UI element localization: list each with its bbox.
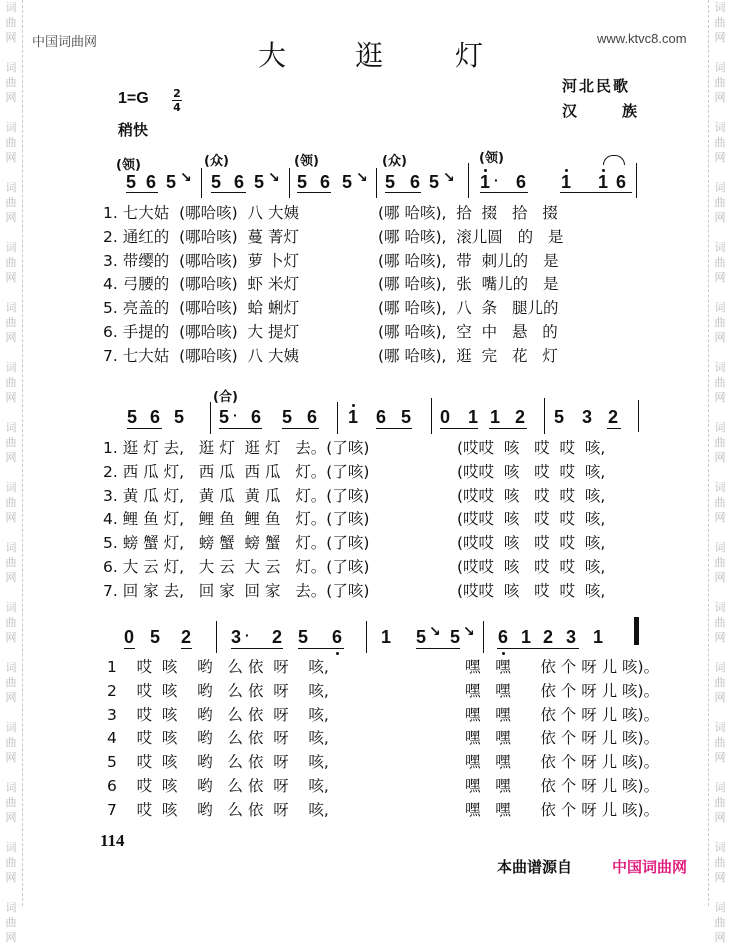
- watermark-char: 网: [714, 31, 726, 44]
- lyric-line-left: 3. 黄 瓜 灯, 黄 瓜 黄 瓜 灯。(了咳): [103, 486, 370, 505]
- watermark-char: 网: [714, 151, 726, 164]
- watermark-char: 曲: [5, 196, 17, 209]
- note: 3: [231, 627, 242, 647]
- watermark-char: 曲: [5, 76, 17, 89]
- note: 5: [127, 407, 138, 427]
- lyric-line-right: (哪 哈咳), 空 中 悬 的: [378, 323, 558, 341]
- watermark-char: 词: [714, 61, 726, 74]
- time-sig-bottom: 4: [173, 101, 181, 114]
- watermark-char: 曲: [5, 16, 17, 29]
- lyric-line-right: (哪 哈咳), 滚儿圆 的 是: [378, 227, 564, 246]
- note: 6: [150, 407, 161, 427]
- lyric-line-left: 7 哎 咳 哟 么 依 呀 咳,: [107, 800, 329, 819]
- lyric-line-right: 嘿 嘿 依 个 呀 儿 咳)。: [465, 753, 660, 772]
- lyric-line-left: 7. 七大姑 (哪哈咳) 八 大姨: [103, 346, 299, 365]
- watermark-char: 词: [5, 361, 17, 374]
- note: 6: [616, 172, 627, 192]
- note: 5: [166, 172, 177, 192]
- barline: [483, 621, 484, 653]
- note: 1: [490, 407, 501, 427]
- lyric-line-right: (哪 哈咳), 八 条 腿儿的: [378, 299, 559, 318]
- note: 5: [211, 172, 222, 192]
- lyric-line-right: (哎哎 咳 哎 哎 咳,: [457, 534, 606, 553]
- watermark-char: 词: [5, 61, 17, 74]
- origin-line-2b: 族: [622, 102, 640, 120]
- watermark-char: 曲: [714, 376, 726, 389]
- watermark-char: 曲: [714, 256, 726, 269]
- note: 1: [468, 407, 479, 427]
- lyric-line-right: (哪 哈咳), 拾 掇 拾 掇: [378, 204, 558, 222]
- watermark-char: 网: [5, 931, 17, 944]
- watermark-char: 曲: [714, 796, 726, 809]
- watermark-char: 曲: [5, 676, 17, 689]
- note: 2: [272, 627, 283, 647]
- watermark-char: 网: [714, 331, 726, 344]
- watermark-char: 词: [5, 121, 17, 134]
- site-url-watermark: www.ktvc8.com: [597, 31, 687, 46]
- watermark-char: 网: [5, 751, 17, 764]
- key-signature: 1=G: [118, 90, 149, 107]
- watermark-char: 曲: [714, 76, 726, 89]
- watermark-char: 词: [5, 901, 17, 914]
- watermark-char: 网: [714, 571, 726, 584]
- watermark-char: 词: [5, 1, 17, 14]
- watermark-char: 词: [714, 1, 726, 14]
- watermark-char: 网: [714, 871, 726, 884]
- barline: [468, 163, 469, 198]
- source-site-link[interactable]: 中国词曲网: [612, 858, 688, 876]
- barline: [636, 163, 637, 198]
- note: 5: [297, 172, 308, 192]
- watermark-char: 曲: [714, 916, 726, 929]
- note: 1: [593, 627, 604, 647]
- watermark-char: 词: [5, 241, 17, 254]
- watermark-char: 词: [5, 301, 17, 314]
- watermark-char: 词: [5, 541, 17, 554]
- lyric-line-left: 6 哎 咳 哟 么 依 呀 咳,: [107, 777, 329, 795]
- watermark-char: 网: [5, 151, 17, 164]
- lyric-line-right: 嘿 嘿 依 个 呀 儿 咳)。: [465, 729, 660, 748]
- note: 1: [521, 627, 532, 647]
- watermark-char: 网: [5, 691, 17, 704]
- watermark-char: 词: [714, 361, 726, 374]
- watermark-char: 词: [714, 781, 726, 794]
- watermark-char: 曲: [714, 136, 726, 149]
- title-char-2: 逛: [355, 39, 384, 72]
- note: 5: [298, 627, 309, 647]
- final-barline: [634, 617, 639, 645]
- page-number: 114: [100, 831, 125, 850]
- watermark-char: 词: [714, 481, 726, 494]
- lyric-line-right: 嘿 嘿 依 个 呀 儿 咳)。: [465, 705, 660, 724]
- watermark-char: 词: [5, 421, 17, 434]
- origin-line-1: 河北民歌: [562, 77, 631, 95]
- watermark-char: 词: [5, 661, 17, 674]
- barline: [638, 400, 639, 432]
- lyric-line-left: 7. 回 家 去, 回 家 回 家 去。(了咳): [103, 581, 370, 600]
- lyric-line-right: (哪 哈咳), 带 刺儿的 是: [378, 251, 559, 270]
- watermark-char: 曲: [5, 496, 17, 509]
- slide-mark: ↘: [463, 624, 475, 640]
- lyric-line-right: (哎哎 咳 哎 哎 咳,: [457, 462, 606, 481]
- watermark-char: 词: [5, 481, 17, 494]
- lyric-line-left: 1 哎 咳 哟 么 依 呀 咳,: [107, 658, 329, 676]
- watermark-char: 网: [5, 331, 17, 344]
- watermark-char: 曲: [5, 796, 17, 809]
- watermark-char: 词: [5, 601, 17, 614]
- lyric-line-right: 嘿 嘿 依 个 呀 儿 咳)。: [465, 681, 660, 700]
- note: 5: [429, 172, 440, 192]
- title-char-1: 大: [258, 39, 287, 72]
- note: 1: [348, 407, 359, 427]
- note: 1: [561, 172, 572, 192]
- watermark-char: 词: [714, 301, 726, 314]
- lyric-line-right: (哪 哈咳), 张 嘴儿的 是: [378, 275, 559, 294]
- note: 1: [381, 627, 392, 647]
- lyric-line-left: 2. 西 瓜 灯, 西 瓜 西 瓜 灯。(了咳): [103, 462, 370, 481]
- lyric-line-right: (哎哎 咳 哎 哎 咳,: [457, 558, 606, 576]
- watermark-char: 网: [714, 631, 726, 644]
- watermark-char: 曲: [714, 496, 726, 509]
- note: 3: [566, 627, 577, 647]
- lyric-line-left: 5. 螃 蟹 灯, 螃 蟹 螃 蟹 灯。(了咳): [103, 534, 370, 553]
- lower-octave-dot: [336, 652, 339, 655]
- watermark-char: 曲: [5, 616, 17, 629]
- watermark-char: 网: [714, 811, 726, 824]
- barline: [289, 168, 290, 198]
- barline: [376, 168, 377, 198]
- lyric-line-left: 4 哎 咳 哟 么 依 呀 咳,: [107, 729, 329, 748]
- slide-mark: ↘: [268, 170, 280, 186]
- watermark-char: 曲: [714, 316, 726, 329]
- watermark-char: 曲: [5, 856, 17, 869]
- watermark-char: 曲: [5, 556, 17, 569]
- note: 1: [598, 172, 609, 192]
- note: 2: [608, 407, 619, 427]
- role-label: (领): [294, 154, 319, 169]
- watermark-char: 曲: [714, 676, 726, 689]
- barline: [201, 168, 202, 198]
- watermark-char: 词: [714, 241, 726, 254]
- lyric-line-right: 嘿 嘿 依 个 呀 儿 咳)。: [465, 800, 660, 819]
- note: 5: [282, 407, 293, 427]
- watermark-char: 网: [714, 511, 726, 524]
- watermark-char: 网: [714, 391, 726, 404]
- note: 2: [515, 407, 526, 427]
- watermark-char: 网: [714, 751, 726, 764]
- upper-octave-dot: [602, 169, 605, 172]
- watermark-char: 网: [5, 91, 17, 104]
- lyric-line-left: 6. 手提的 (哪哈咳) 大 提灯: [103, 323, 299, 341]
- note: 6: [320, 172, 331, 192]
- barline: [366, 621, 367, 653]
- watermark-char: 网: [5, 571, 17, 584]
- title-char-3: 灯: [455, 39, 484, 72]
- lyric-line-left: 1. 七大姑 (哪哈咳) 八 大姨: [103, 204, 299, 222]
- note: 5: [219, 407, 230, 427]
- note: 6: [410, 172, 421, 192]
- lyric-line-left: 2. 通红的 (哪哈咳) 蔓 菁灯: [103, 227, 299, 246]
- time-signature: [172, 88, 182, 113]
- watermark-char: 网: [5, 271, 17, 284]
- note: 2: [181, 627, 192, 647]
- watermark-char: 曲: [714, 856, 726, 869]
- watermark-char: 词: [5, 181, 17, 194]
- barline: [210, 402, 211, 434]
- lyric-line-right: (哎哎 咳 哎 哎 咳,: [457, 439, 606, 457]
- watermark-char: 曲: [714, 736, 726, 749]
- watermark-char: 网: [5, 211, 17, 224]
- upper-octave-dot: [565, 169, 568, 172]
- lyric-line-left: 6. 大 云 灯, 大 云 大 云 灯。(了咳): [103, 558, 370, 576]
- watermark-char: 曲: [5, 376, 17, 389]
- watermark-char: 网: [714, 211, 726, 224]
- watermark-char: 词: [714, 601, 726, 614]
- watermark-char: 词: [714, 901, 726, 914]
- site-name-watermark: 中国词曲网: [32, 35, 98, 50]
- lyric-line-right: 嘿 嘿 依 个 呀 儿 咳)。: [465, 658, 660, 676]
- note: 5: [174, 407, 185, 427]
- upper-octave-dot: [484, 169, 487, 172]
- note: 5: [401, 407, 412, 427]
- watermark-char: 词: [5, 721, 17, 734]
- note: 5: [342, 172, 353, 192]
- note: 6: [332, 627, 343, 647]
- watermark-char: 曲: [5, 916, 17, 929]
- note: 3: [582, 407, 593, 427]
- note: 5: [254, 172, 265, 192]
- lyric-line-left: 5. 亮盖的 (哪哈咳) 蛤 蜊灯: [103, 299, 299, 318]
- watermark-char: 网: [714, 271, 726, 284]
- watermark-char: 网: [5, 31, 17, 44]
- watermark-char: 词: [714, 841, 726, 854]
- watermark-char: 曲: [5, 136, 17, 149]
- left-watermark-column: [0, 0, 23, 944]
- barline: [544, 398, 545, 434]
- role-label: (合): [213, 390, 238, 405]
- watermark-char: 词: [714, 121, 726, 134]
- lyric-line-left: 4. 弓腰的 (哪哈咳) 虾 米灯: [103, 275, 299, 294]
- barline: [216, 621, 217, 653]
- watermark-char: 词: [5, 841, 17, 854]
- role-label: (领): [116, 158, 141, 173]
- tie-arc: [603, 155, 625, 165]
- watermark-char: 网: [5, 631, 17, 644]
- watermark-char: 网: [714, 931, 726, 944]
- lyric-line-left: 3 哎 咳 哟 么 依 呀 咳,: [107, 705, 329, 724]
- watermark-char: 网: [714, 451, 726, 464]
- lyric-line-right: (哎哎 咳 哎 哎 咳,: [457, 581, 606, 600]
- watermark-char: 词: [714, 661, 726, 674]
- note: 5: [150, 627, 161, 647]
- lyric-line-left: 4. 鲤 鱼 灯, 鲤 鱼 鲤 鱼 灯。(了咳): [103, 510, 370, 529]
- watermark-char: 曲: [714, 436, 726, 449]
- tempo-marking: 稍快: [118, 121, 149, 139]
- barline: [431, 398, 432, 434]
- watermark-char: 曲: [5, 256, 17, 269]
- slide-mark: ↘: [429, 624, 441, 640]
- note: 6: [307, 407, 318, 427]
- watermark-char: 词: [714, 721, 726, 734]
- lower-octave-dot: [502, 652, 505, 655]
- note: 6: [376, 407, 387, 427]
- right-watermark-column: [708, 0, 731, 944]
- lyric-line-right: 嘿 嘿 依 个 呀 儿 咳)。: [465, 777, 660, 795]
- note: 6: [251, 407, 262, 427]
- note: 5: [385, 172, 396, 192]
- lyric-line-right: (哪 哈咳), 逛 完 花 灯: [378, 346, 558, 365]
- time-sig-top: 2: [173, 87, 181, 100]
- note: 6: [234, 172, 245, 192]
- slide-mark: ↘: [356, 170, 368, 186]
- note: 5: [554, 407, 565, 427]
- watermark-char: 网: [5, 811, 17, 824]
- note: 5: [126, 172, 137, 192]
- watermark-char: 词: [714, 421, 726, 434]
- augmentation-dot: ·: [233, 407, 238, 423]
- note: 0: [440, 407, 451, 427]
- upper-octave-dot: [352, 404, 355, 407]
- note: 1: [480, 172, 491, 192]
- note: 2: [543, 627, 554, 647]
- note: 0: [124, 627, 135, 647]
- lyric-line-right: (哎哎 咳 哎 哎 咳,: [457, 510, 606, 529]
- watermark-char: 网: [5, 451, 17, 464]
- note: 5: [450, 627, 461, 647]
- watermark-char: 网: [5, 511, 17, 524]
- barline: [337, 402, 338, 434]
- note: 5: [416, 627, 427, 647]
- watermark-char: 曲: [5, 736, 17, 749]
- watermark-char: 曲: [714, 196, 726, 209]
- note: 6: [146, 172, 157, 192]
- role-label: (众): [382, 154, 407, 169]
- lyric-line-left: 1. 逛 灯 去, 逛 灯 逛 灯 去。(了咳): [103, 439, 370, 457]
- note: 6: [516, 172, 527, 192]
- watermark-char: 网: [5, 391, 17, 404]
- note: 6: [498, 627, 509, 647]
- watermark-char: 词: [5, 781, 17, 794]
- watermark-char: 曲: [714, 556, 726, 569]
- slide-mark: ↘: [443, 170, 455, 186]
- slide-mark: ↘: [180, 170, 192, 186]
- watermark-char: 网: [714, 91, 726, 104]
- lyric-line-left: 3. 带缨的 (哪哈咳) 萝 卜灯: [103, 251, 299, 270]
- role-label: (众): [204, 154, 229, 169]
- watermark-char: 曲: [5, 316, 17, 329]
- watermark-char: 词: [714, 541, 726, 554]
- lyric-line-left: 5 哎 咳 哟 么 依 呀 咳,: [107, 753, 329, 772]
- lyric-line-right: (哎哎 咳 哎 哎 咳,: [457, 486, 606, 505]
- watermark-char: 曲: [714, 16, 726, 29]
- role-label: (领): [479, 151, 504, 166]
- watermark-char: 曲: [714, 616, 726, 629]
- origin-line-2a: 汉: [562, 102, 580, 120]
- augmentation-dot: ·: [494, 172, 499, 188]
- source-label: 本曲谱源自: [497, 858, 573, 876]
- watermark-char: 网: [714, 691, 726, 704]
- watermark-char: 曲: [5, 436, 17, 449]
- lyric-line-left: 2 哎 咳 哟 么 依 呀 咳,: [107, 681, 329, 700]
- watermark-char: 词: [714, 181, 726, 194]
- watermark-char: 网: [5, 871, 17, 884]
- augmentation-dot: ·: [245, 627, 250, 643]
